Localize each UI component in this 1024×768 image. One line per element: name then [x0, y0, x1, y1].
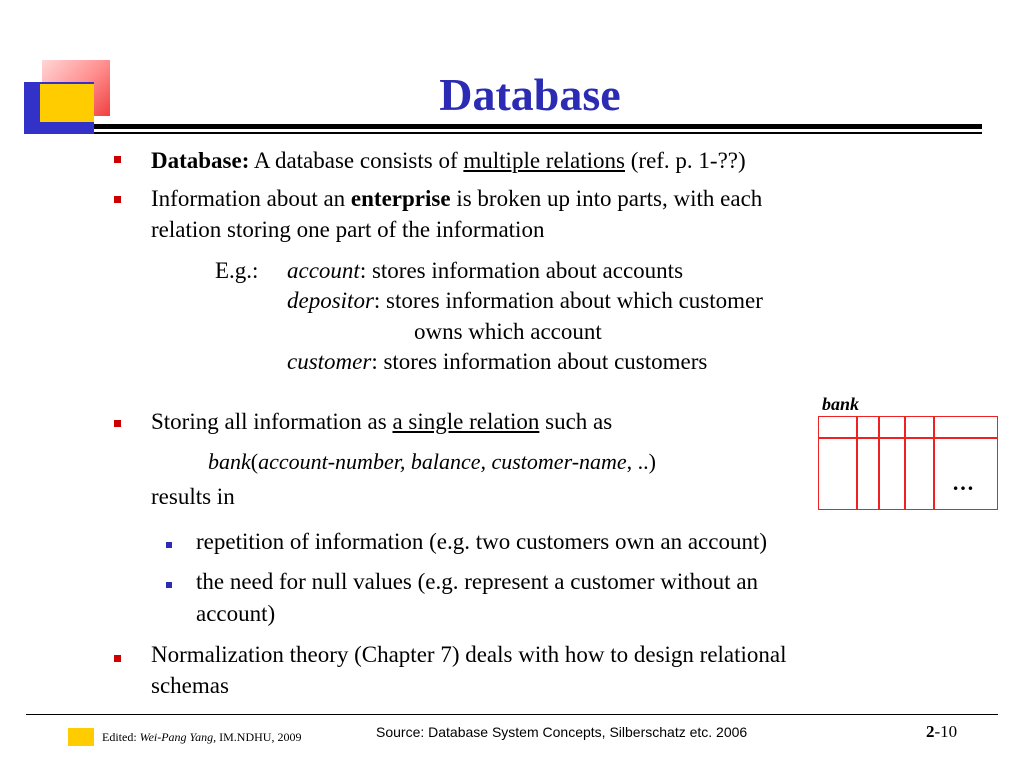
term-single-relation: a single relation	[392, 409, 540, 434]
bank-table-ellipsis: …	[952, 470, 974, 495]
example-term-customer: customer	[287, 349, 372, 374]
bullet-text: is broken up into parts, with each	[450, 186, 763, 211]
example-term-depositor: depositor	[287, 288, 374, 313]
bullet-text: Information about an	[151, 186, 351, 211]
bullet-label: Database:	[151, 148, 250, 173]
bullet-text: Storing all information as	[151, 409, 393, 434]
bank-table-header-line	[818, 437, 998, 439]
sub-bullet-null-values-line2: account)	[196, 601, 276, 626]
sub-bullet-null-values: the need for null values (e.g. represent a customer without an	[196, 569, 759, 594]
footer-author: Wei-Pang Yang,	[139, 730, 217, 744]
bullet-text: (ref. p. 1-??)	[625, 148, 746, 173]
footer-source: Source: Database System Concepts, Silberschatz etc. 2006	[376, 724, 748, 740]
page-title: Database	[439, 69, 621, 120]
example-account-line	[287, 255, 683, 286]
footer-page: -10	[934, 722, 958, 741]
bullet-enterprise	[151, 183, 762, 214]
bullet-single-relation	[151, 406, 612, 437]
example-depositor-line	[287, 285, 763, 316]
example-desc: : stores information about accounts	[359, 258, 684, 283]
title-divider-thin	[94, 132, 982, 134]
example-desc: : stores information about customers	[371, 349, 708, 374]
footer-square-yellow	[68, 728, 94, 746]
schema-rest: , ..)	[626, 449, 656, 474]
sub-bullet-marker	[166, 542, 172, 548]
footer-page-number	[926, 722, 957, 742]
bullet-text: A database consists of	[249, 148, 464, 173]
bank-table-label: bank	[822, 394, 860, 414]
bullet-database	[151, 145, 746, 176]
schema-relation-name: bank	[208, 449, 251, 474]
footer-divider	[26, 714, 998, 715]
title-divider-thick	[94, 124, 982, 129]
example-depositor-line2: owns which account	[414, 319, 602, 344]
term-multiple-relations: multiple relations	[463, 148, 625, 173]
footer-edited	[102, 730, 301, 745]
footer-chapter: 2	[926, 722, 935, 741]
bank-table-column-line	[878, 416, 880, 510]
bullet-normalization: Normalization theory (Chapter 7) deals with how to design relational	[151, 642, 787, 667]
example-term-account: account	[287, 258, 360, 283]
example-account	[215, 255, 258, 286]
bank-table-column-line	[933, 416, 935, 510]
bullet-marker	[114, 655, 121, 662]
sub-bullet-repetition: repetition of information (e.g. two customers own an account)	[196, 529, 768, 554]
sub-bullet-marker	[166, 582, 172, 588]
bank-table-column-line	[904, 416, 906, 510]
schema-attributes: account-number, balance, customer-name	[258, 449, 627, 474]
bullet-marker	[114, 420, 121, 427]
term-enterprise: enterprise	[350, 186, 451, 211]
bullet-text: such as	[539, 409, 613, 434]
bullet-enterprise-line2: relation storing one part of the information	[151, 217, 545, 242]
example-customer-line	[287, 346, 707, 377]
schema-paren: (	[250, 449, 259, 474]
example-desc: : stores information about which customer	[373, 288, 763, 313]
results-in: results in	[151, 484, 235, 509]
bullet-marker	[114, 156, 121, 163]
bank-table-column-line	[856, 416, 858, 510]
footer-org: IM.NDHU, 2009	[216, 730, 302, 744]
footer-edited-label: Edited:	[102, 730, 140, 744]
bullet-marker	[114, 196, 121, 203]
bullet-normalization-line2: schemas	[151, 673, 229, 698]
schema-bank	[208, 446, 656, 477]
example-eg-label: E.g.:	[215, 258, 259, 283]
decor-square-yellow	[40, 84, 94, 122]
